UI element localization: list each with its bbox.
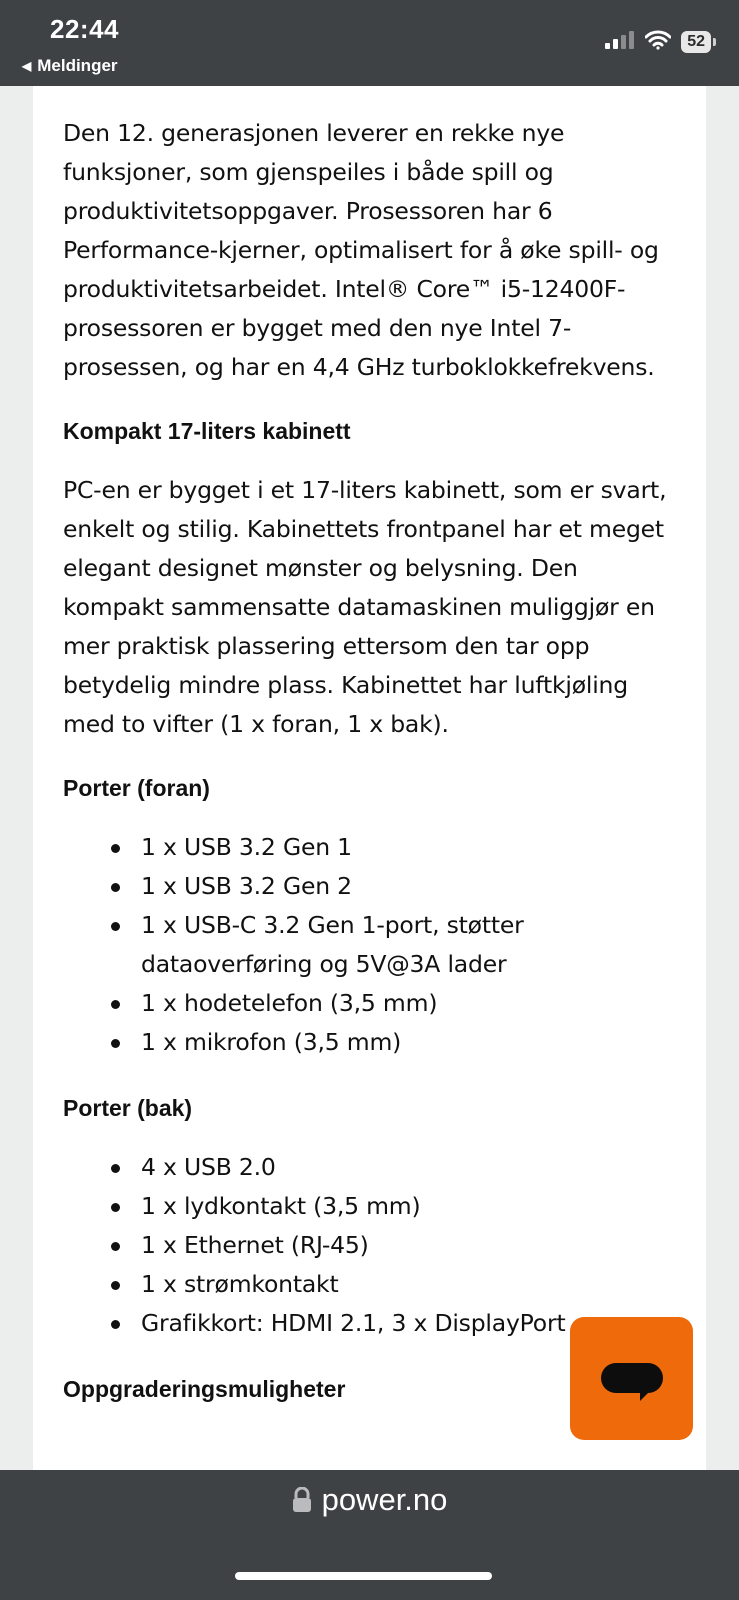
ports-back-heading: Porter (bak) — [63, 1095, 193, 1121]
list-item: 1 x USB 3.2 Gen 2 — [111, 867, 673, 906]
product-description-page — [33, 86, 706, 1500]
list-item: 1 x USB-C 3.2 Gen 1-port, støtter dataoverføring og 5V@3A lader — [111, 906, 673, 984]
chat-bubble-tail-icon — [640, 1391, 650, 1401]
ports-back-list — [63, 1148, 673, 1343]
bullet-icon — [111, 922, 120, 931]
cellular-signal-icon — [605, 31, 635, 53]
upgrades-heading: Oppgraderingsmuligheter — [63, 1376, 346, 1402]
list-item: 1 x strømkontakt — [111, 1265, 673, 1304]
ports-front-list — [63, 828, 673, 1062]
list-item: 1 x lydkontakt (3,5 mm) — [111, 1187, 673, 1226]
wifi-icon — [645, 30, 671, 54]
intro-paragraph: Den 12. generasjonen leverer en rekke nye funksjoner, som gjenspeiles i både spill og produktivitetsoppgaver. Prosessoren har 6 Performance-kjerner, optimalisert for å øke spill- og produktivitetsarbeidet. Intel® Core™ i5-12400F-prosessoren er bygget med den nye Intel 7-prosessen, og har en 4,4 GHz turboklokkefrekvens. — [63, 119, 659, 381]
chat-button[interactable] — [570, 1317, 693, 1440]
back-to-messages-link[interactable] — [22, 56, 118, 76]
cabinet-paragraph: PC-en er bygget i et 17-liters kabinett, som er svart, enkelt og stilig. Kabinettets frontpanel har et meget elegant designet mønster og belysning. Den kompakt sammensatte datamaskinen muliggjør en mer praktisk plassering ettersom den tar opp betydelig mindre plass. Kabinettet har luftkjøling med to vifter (1 x foran, 1 x bak). — [63, 476, 667, 738]
list-item: 1 x hodetelefon (3,5 mm) — [111, 984, 673, 1023]
list-item: 1 x mikrofon (3,5 mm) — [111, 1023, 673, 1062]
back-link-label: Meldinger — [37, 56, 118, 75]
list-item: 1 x Ethernet (RJ-45) — [111, 1226, 673, 1265]
back-arrow-icon: ◀ — [22, 59, 32, 73]
ports-front-heading: Porter (foran) — [63, 775, 210, 801]
article-content — [63, 114, 673, 1429]
list-item: 1 x USB 3.2 Gen 1 — [111, 828, 673, 867]
home-indicator[interactable] — [235, 1572, 492, 1580]
bullet-icon — [111, 1039, 120, 1048]
url-display[interactable] — [0, 1482, 739, 1518]
chat-bubble-icon — [601, 1363, 663, 1393]
bullet-icon — [111, 1164, 120, 1173]
bullet-icon — [111, 1281, 120, 1290]
status-bar — [0, 0, 739, 86]
cabinet-heading: Kompakt 17-liters kabinett — [63, 418, 351, 444]
bullet-icon — [111, 1242, 120, 1251]
list-item: 4 x USB 2.0 — [111, 1148, 673, 1187]
bullet-icon — [111, 1000, 120, 1009]
bullet-icon — [111, 1203, 120, 1212]
list-item: Grafikkort: HDMI 2.1, 3 x DisplayPort — [111, 1304, 673, 1343]
status-icons — [605, 30, 711, 54]
lock-icon — [292, 1487, 312, 1513]
bullet-icon — [111, 844, 120, 853]
browser-address-bar[interactable] — [0, 1470, 739, 1600]
status-time: 22:44 — [50, 14, 119, 44]
battery-icon: 52 — [681, 31, 711, 53]
bullet-icon — [111, 1320, 120, 1329]
url-text: power.no — [321, 1482, 448, 1517]
bullet-icon — [111, 883, 120, 892]
